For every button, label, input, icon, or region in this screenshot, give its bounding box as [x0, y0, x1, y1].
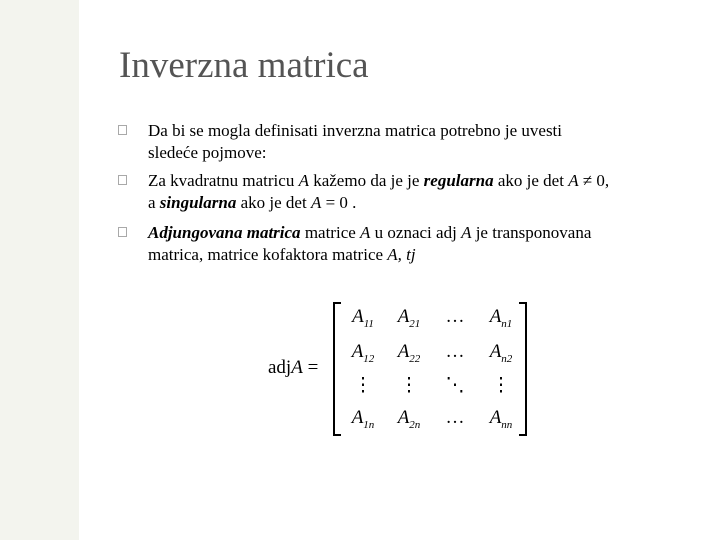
matrix-entry — [478, 341, 524, 365]
matrix-entry — [432, 341, 478, 363]
matrix-entry — [386, 306, 432, 330]
matrix-entry-base: A — [352, 306, 364, 327]
matrix-entry-base: … — [445, 407, 465, 428]
matrix-entry-base: A — [489, 306, 502, 327]
bullet-text-segment: A — [298, 171, 309, 190]
bullet-line — [148, 244, 708, 266]
matrix-entry — [432, 306, 478, 328]
bullet-line — [148, 170, 708, 192]
matrix-entry — [340, 306, 386, 330]
matrix-entry — [386, 341, 432, 365]
bullet-text-segment: A — [310, 193, 322, 212]
matrix-entry-base: … — [445, 341, 465, 362]
matrix-entry-base: … — [445, 306, 465, 327]
matrix-entry-base: ⋱ — [445, 375, 465, 396]
adj-label — [268, 357, 318, 379]
bullet-text-segment: A — [461, 223, 472, 242]
matrix-entry-index: 2n — [409, 418, 421, 431]
matrix-entry — [478, 374, 524, 397]
matrix-entry — [432, 374, 478, 397]
bullet-box-icon — [118, 175, 127, 185]
slide-side-band — [0, 0, 79, 540]
bullet-item — [118, 120, 708, 164]
bullet-text-segment: ≠ 0, — [578, 171, 610, 190]
bullet-text-segment: ako je det — [493, 171, 569, 190]
matrix-entry-base: A — [351, 407, 364, 428]
matrix-entry-base: A — [351, 341, 364, 362]
matrix-entry-index: 12 — [363, 352, 375, 365]
matrix-entry-base: A — [489, 341, 502, 362]
matrix-entry-base: A — [397, 341, 410, 362]
matrix-entry — [386, 407, 432, 431]
bullet-text-segment: A, tj — [387, 245, 416, 264]
bullet-text-segment: ako je det — [236, 193, 311, 212]
bullet-text-segment: a — [148, 193, 160, 212]
bullet-text-segment: kažemo da je je — [308, 171, 424, 190]
adj-var: A — [291, 357, 303, 378]
slide-title: Inverzna matrica — [119, 45, 369, 86]
matrix-entry-base: A — [397, 306, 410, 327]
bullet-box-icon — [118, 227, 127, 237]
adj-prefix: adj — [268, 357, 292, 378]
matrix-entry-index: 1n — [363, 418, 375, 431]
bullet-line — [148, 222, 708, 244]
bullet-text-segment: matrice — [300, 223, 361, 242]
bullet-line — [148, 192, 708, 214]
matrix-entry-base: A — [489, 407, 502, 428]
matrix-entry-index: n1 — [501, 317, 513, 330]
matrix-entry — [478, 407, 524, 431]
bullet-box-icon — [118, 125, 127, 135]
bullet-text-segment: = 0 . — [321, 193, 357, 212]
matrix-entry-index: n2 — [501, 352, 513, 365]
matrix-entry — [340, 407, 386, 431]
matrix-entry-index: nn — [501, 418, 513, 431]
matrix-entry-index: 22 — [409, 352, 421, 365]
bullet-text-segment: matrica, matrice kofaktora matrice — [148, 245, 388, 264]
bullet-text-segment: singularna — [159, 193, 237, 212]
bullet-text-segment: je transponovana — [471, 223, 592, 242]
bullet-list — [118, 120, 708, 270]
matrix-entry-base: ⋮ — [353, 375, 373, 396]
adj-eq: = — [302, 357, 319, 378]
matrix-entry — [478, 306, 524, 330]
adjugate-formula — [268, 300, 528, 440]
bullet-text-segment: regularna — [423, 171, 494, 190]
bullet-line — [148, 120, 708, 142]
matrix-entry-base: A — [397, 407, 410, 428]
bullet-text-segment: Adjungovana matrica — [148, 223, 301, 242]
matrix-entry-index: 11 — [363, 317, 374, 330]
bullet-item — [118, 222, 708, 266]
matrix-entry — [432, 407, 478, 429]
bullet-text-segment: Da bi se mogla definisati inverzna matrica potrebno je uvesti — [148, 121, 563, 140]
matrix-entry-base: ⋮ — [491, 375, 511, 396]
matrix-entry — [340, 341, 386, 365]
matrix-entry — [340, 374, 386, 397]
matrix-entry — [386, 374, 432, 397]
bullet-text-segment: A — [360, 223, 371, 242]
bullet-text-segment: A — [568, 171, 579, 190]
bullet-line — [148, 142, 708, 164]
matrix-entry-index: 21 — [409, 317, 421, 330]
bullet-text-segment: u oznaci adj — [370, 223, 462, 242]
bullet-text-segment: sledeće pojmove: — [148, 143, 267, 162]
bullet-item — [118, 170, 708, 214]
matrix-entry-base: ⋮ — [399, 375, 419, 396]
bullet-text-segment: Za kvadratnu matricu — [148, 171, 299, 190]
